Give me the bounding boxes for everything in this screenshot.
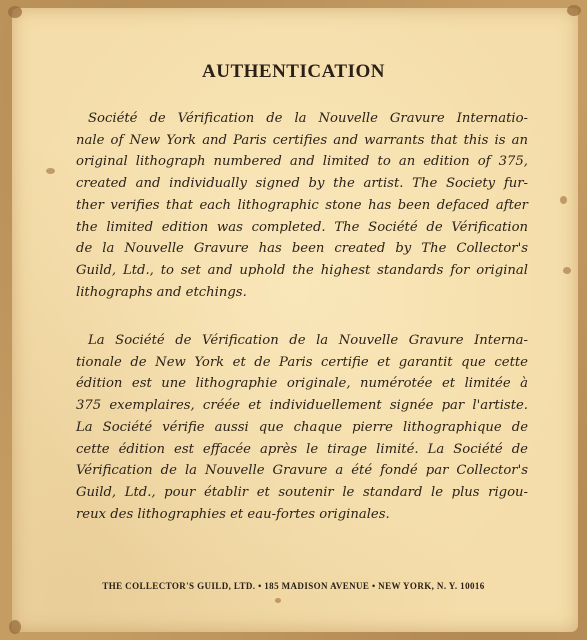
document-title: AUTHENTICATION — [202, 61, 385, 82]
stain-mark — [9, 620, 21, 634]
english-line: de la Nouvelle Gravure has been created by The Collector's — [76, 241, 528, 257]
english-line: nale of New York and Paris certifies and warrants that this is an — [76, 132, 528, 148]
french-line: Vérification de la Nouvelle Gravure a été fondé par Collector's — [76, 463, 528, 479]
english-line: original lithograph numbered and limited to an edition of 375, — [76, 154, 528, 170]
authentication-certificate-paper — [12, 8, 578, 632]
english-line: Guild, Ltd., to set and uphold the highest standards for original — [76, 262, 528, 278]
french-line: La Société de Vérification de la Nouvelle Gravure Interna- — [88, 333, 528, 348]
english-line: the limited edition was completed. The Société de Vérification — [76, 219, 528, 235]
stain-mark — [560, 196, 567, 204]
stain-mark — [563, 267, 571, 274]
stain-mark — [275, 598, 281, 603]
french-paragraph — [76, 330, 528, 525]
english-line: Société de Vérification de la Nouvelle Gravure Internatio- — [88, 111, 528, 126]
stain-mark — [567, 5, 581, 16]
french-line: tionale de New York et de Paris certifie et garantit que cette — [76, 354, 528, 370]
french-line: édition est une lithographie originale, numérotée et limitée à — [76, 376, 528, 392]
stain-mark — [8, 6, 22, 18]
publisher-address-footer: THE COLLECTOR'S GUILD, LTD. • 185 MADISON AVENUE • NEW YORK, N. Y. 10016 — [102, 581, 485, 591]
english-paragraph — [76, 108, 528, 303]
english-line: created and individually signed by the artist. The Society fur- — [76, 176, 528, 192]
english-line: ther verifies that each lithographic stone has been defaced after — [76, 197, 528, 213]
stain-mark — [46, 168, 55, 174]
english-line: lithographs and etchings. — [76, 284, 247, 300]
french-line: reux des lithographies et eau-fortes originales. — [76, 506, 390, 522]
french-line: La Société vérifie aussi que chaque pierre lithographique de — [76, 419, 528, 435]
french-line: 375 exemplaires, créée et individuellement signée par l'artiste. — [76, 398, 528, 414]
french-line: cette édition est effacée après le tirage limité. La Société de — [76, 441, 528, 457]
french-line: Guild, Ltd., pour établir et soutenir le standard le plus rigou- — [76, 484, 528, 500]
